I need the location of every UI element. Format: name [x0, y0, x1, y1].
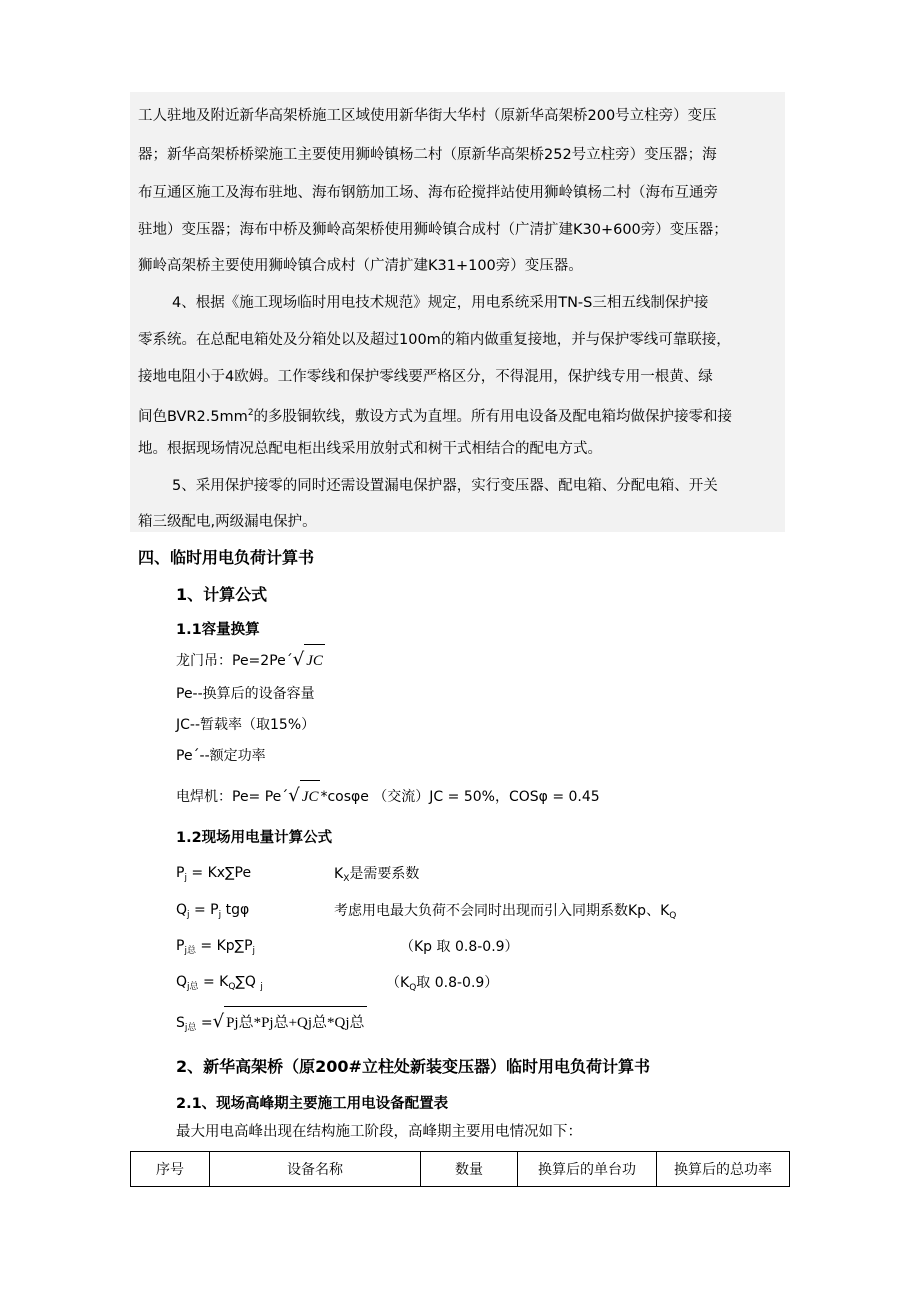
f4-as: j总 — [187, 982, 199, 992]
para4-line-4b: 的多股铜软线，敷设方式为直埋。所有用电设备及配电箱均做保护接零和接 — [253, 409, 733, 425]
crane-formula-label: 龙门吊：Pe=2Pe´ — [176, 653, 293, 669]
para5-line-1: 5、采用保护接零的同时还需设置漏电保护器，实行变压器、配电箱、分配电箱、开关 — [172, 478, 718, 494]
definition-jc: JC--暂载率（取15%） — [176, 717, 316, 733]
f3-b: = Kp∑P — [195, 938, 253, 954]
formula-pj-total — [176, 936, 255, 961]
f4-b: = K — [198, 974, 229, 990]
f4-b2: ∑Q — [235, 974, 261, 990]
f4-c2: 取 0.8-0.9） — [416, 975, 499, 991]
para4-line-4a: 间色BVR2.5mm — [138, 409, 248, 425]
formula-pj — [176, 863, 251, 888]
welder-radicand: JC — [300, 780, 321, 813]
f1-a: P — [176, 865, 185, 881]
para1-line-1: 工人驻地及附近新华高架桥施工区域使用新华街大华村（原新华高架桥200号立柱旁）变压 — [138, 108, 717, 124]
f4-c: （K — [386, 975, 410, 991]
formula-qj — [176, 900, 249, 925]
f3-bs: j — [252, 946, 256, 956]
superscript-2: 2 — [247, 408, 254, 418]
formula-qj-total-note — [386, 972, 498, 993]
f1-b: = Kx∑Pe — [186, 865, 252, 881]
sqrt-symbol: √ — [292, 649, 305, 670]
section-heading-1: 1、计算公式 — [176, 585, 268, 604]
para4-line-4 — [138, 403, 732, 427]
header-quantity: 数量 — [421, 1152, 518, 1187]
section-heading-2: 2、新华高架桥（原200#立柱处新装变压器）临时用电负荷计算书 — [176, 1057, 650, 1076]
f2-c: 考虑用电最大负荷不会同时出现而引入同期系数Kp、K — [334, 903, 670, 919]
formula-sj-total — [176, 1006, 367, 1044]
formula-qj-note — [334, 900, 676, 921]
sj-radicand: Pj总*Pj总+Qj总*Qj总 — [224, 1006, 366, 1039]
sqrt-symbol: √ — [288, 785, 300, 806]
formula-pj-note — [334, 863, 419, 884]
header-serial: 序号 — [131, 1152, 210, 1187]
welder-formula — [176, 780, 600, 813]
equipment-table — [130, 1151, 790, 1187]
section-heading-1-2: 1.2现场用电量计算公式 — [176, 830, 333, 846]
f3-as: j总 — [184, 946, 196, 956]
para5-line-2: 箱三级配电,两级漏电保护。 — [138, 514, 317, 530]
f5-as: j总 — [184, 1023, 197, 1033]
section-heading-4: 四、临时用电负荷计算书 — [138, 548, 315, 567]
f4-cs: Q — [409, 983, 417, 993]
f1-as: j — [184, 873, 187, 883]
table-header-row — [131, 1152, 790, 1187]
f4-a: Q — [176, 974, 188, 990]
sqrt-symbol: √ — [212, 1011, 225, 1032]
f2-as: j — [187, 910, 190, 920]
section-heading-1-1: 1.1容量换算 — [176, 622, 260, 638]
para4-line-3: 接地电阻小于4欧姆。工作零线和保护零线要严格区分，不得混用，保护线专用一根黄、绿 — [138, 369, 713, 385]
para1-line-4: 驻地）变压器；海布中桥及狮岭高架桥使用狮岭镇合成村（广清扩建K30+600旁）变压器； — [138, 222, 728, 238]
f3-a: P — [176, 938, 185, 954]
para1-line-3: 布互通区施工及海布驻地、海布钢筋加工场、海布砼搅拌站使用狮岭镇杨二村（海布互通旁 — [138, 185, 718, 201]
f2-b: = P — [189, 902, 219, 918]
section-heading-2-1: 2.1、现场高峰期主要施工用电设备配置表 — [176, 1096, 449, 1112]
f1-d: 是需要系数 — [349, 866, 420, 882]
welder-formula-tail: *cosφe （交流）JC = 50%，COSφ = 0.45 — [320, 789, 600, 805]
f2-bs: j — [218, 910, 222, 920]
f5-a: S — [176, 1015, 185, 1031]
f2-cs: Q — [669, 911, 677, 921]
welder-formula-label: 电焊机：Pe= Pe´ — [176, 789, 289, 805]
para4-line-5: 地。根据现场情况总配电柜出线采用放射式和树干式相结合的配电方式。 — [138, 441, 602, 457]
f1-c: K — [334, 866, 344, 882]
f4-b2s: j — [260, 982, 263, 992]
f2-b2: tgφ — [221, 902, 250, 918]
definition-pe: Pe--换算后的设备容量 — [176, 686, 315, 702]
para1-line-5: 狮岭高架桥主要使用狮岭镇合成村（广清扩建K31+100旁）变压器。 — [138, 258, 583, 274]
f1-cs: X — [343, 874, 350, 884]
header-unit-power: 换算后的单台功 — [518, 1152, 657, 1187]
f2-a: Q — [176, 902, 188, 918]
para4-line-1: 4、根据《施工现场临时用电技术规范》规定，用电系统采用TN-S三相五线制保护接 — [172, 295, 709, 311]
formula-pj-total-note: （Kp 取 0.8-0.9） — [400, 939, 519, 955]
f4-bs: Q — [228, 982, 236, 992]
crane-formula — [176, 644, 325, 677]
definition-pe-prime: Pe´--额定功率 — [176, 748, 266, 764]
formula-qj-total — [176, 972, 263, 997]
para4-line-2: 零系统。在总配电箱处及分箱处以及超过100m的箱内做重复接地，并与保护零线可靠联接， — [138, 332, 731, 348]
crane-radicand: JC — [304, 644, 325, 677]
f5-b: = — [196, 1015, 213, 1031]
header-equipment-name: 设备名称 — [210, 1152, 421, 1187]
para1-line-2: 器；新华高架桥桥梁施工主要使用狮岭镇杨二村（原新华高架桥252号立柱旁）变压器；海 — [138, 147, 717, 163]
header-total-power: 换算后的总功率 — [657, 1152, 790, 1187]
intro-text: 最大用电高峰出现在结构施工阶段，高峰期主要用电情况如下： — [176, 1124, 582, 1140]
